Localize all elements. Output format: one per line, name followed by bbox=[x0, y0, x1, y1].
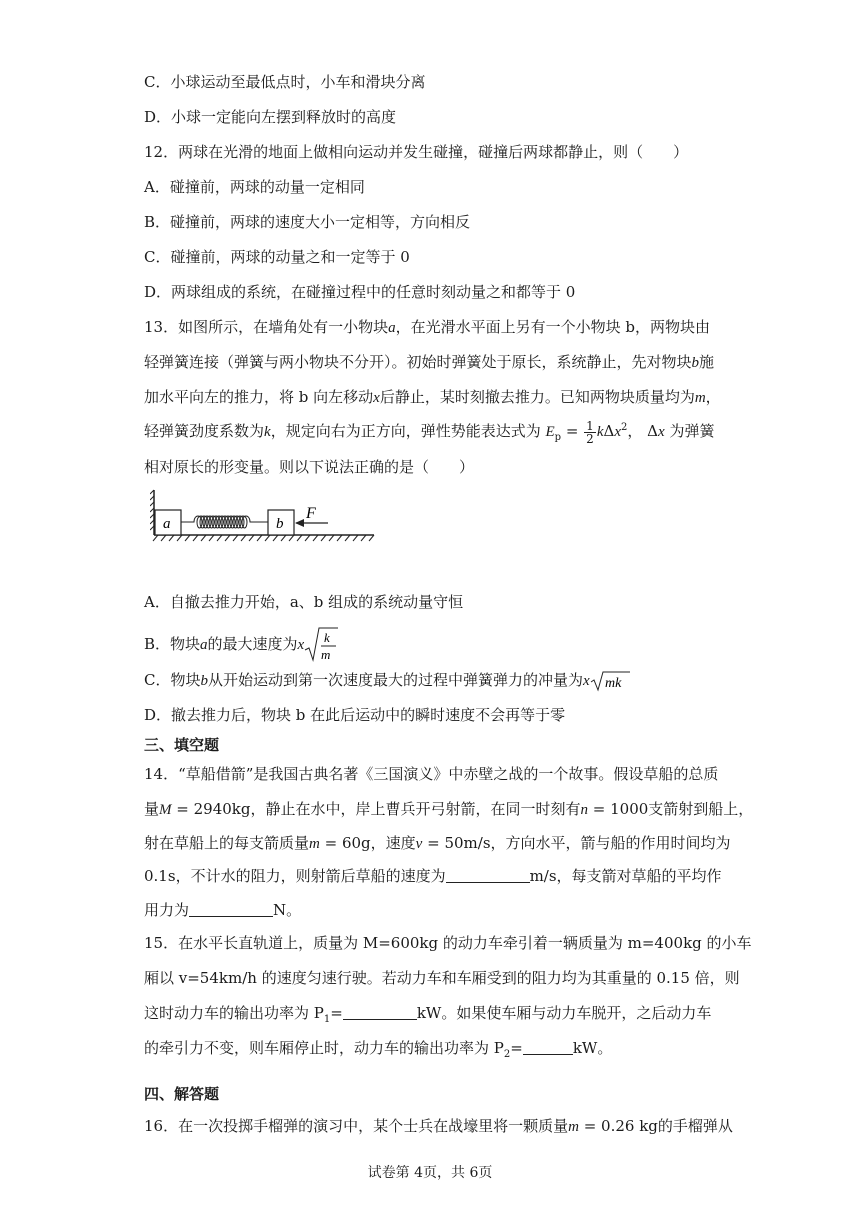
page-footer: 试卷第 4页，共 6页 bbox=[367, 1165, 493, 1181]
question-15-line-3: 这时动力车的输出功率为 $P_1=$ kW。如果使车厢与动力车脱开，之后动力车 bbox=[144, 1004, 712, 1025]
question-13-line-3: 加水平向左的推力，将 b 向左移动x后静止，某时刻撤去推力。已知两物块质量均为m， bbox=[144, 388, 721, 406]
svg-text:k: k bbox=[324, 630, 330, 645]
question-11-option-c: C．小球运动至最低点时，小车和滑块分离 bbox=[144, 73, 426, 91]
svg-text:mk: mk bbox=[604, 676, 621, 691]
question-12-option-a: A．碰撞前，两球的动量一定相同 bbox=[144, 178, 365, 196]
question-13-option-d: D．撤去推力后，物块 b 在此后运动中的瞬时速度不会再等于零 bbox=[144, 706, 566, 724]
question-15-line-1: 15．在水平长直轨道上，质量为 M=600kg 的动力车牵引着一辆质量为 m=400kg 的小车 bbox=[144, 934, 752, 952]
grenade-mass: m = 0.26 kg bbox=[568, 1117, 658, 1135]
max-speed-formula: x k m bbox=[298, 635, 339, 653]
question-16-line-1: 16．在一次投掷手榴弹的演习中，某个士兵在战壕里将一颗质量m = 0.26 kg的手榴弹从 bbox=[144, 1117, 733, 1135]
wall bbox=[150, 490, 154, 535]
force-arrowhead bbox=[295, 519, 304, 527]
spring-block-diagram bbox=[150, 488, 380, 548]
ground bbox=[153, 535, 374, 541]
question-11-option-d: D．小球一定能向左摆到释放时的高度 bbox=[144, 108, 397, 126]
question-14-line-4: 0.1s，不计水的阻力，则射箭后草船的速度为 m/s，每支箭对草船的平均作 bbox=[144, 867, 722, 885]
block-b-label: b bbox=[276, 516, 284, 532]
block-a-label: a bbox=[163, 516, 171, 532]
spring bbox=[181, 516, 268, 528]
question-13-option-c: C．物块b从开始运动到第一次速度最大的过程中弹簧弹力的冲量为x mk bbox=[144, 670, 630, 692]
svg-text:m: m bbox=[321, 647, 331, 662]
question-12-option-d: D．两球组成的系统，在碰撞过程中的任意时刻动量之和都等于 0 bbox=[144, 283, 576, 301]
answer-blank-power-2[interactable] bbox=[523, 1040, 573, 1055]
force-label: F bbox=[306, 505, 316, 522]
question-14-line-1: 14．“草船借箭”是我国古典名著《三国演义》中赤壁之战的一个故事。假设草船的总质 bbox=[144, 765, 719, 783]
question-13-line-4: 轻弹簧劲度系数为k，规定向右为正方向，弹性势能表达式为 $E_p$ = $\frac{1}{2}$ kΔx$^2$， Δx 为弹簧 bbox=[144, 418, 715, 446]
question-14-line-3: 射在草船上的每支箭质量m = 60g，速度v = 50m/s，方向水平，箭与船的作用时间均为 bbox=[144, 834, 731, 852]
question-14-line-2: 量M = 2940kg，静止在水中，岸上曹兵开弓射箭，在同一时刻有n = 1000支箭射到船上， bbox=[144, 800, 754, 818]
mass-M: M = 2940kg bbox=[159, 800, 251, 818]
question-12-stem: 12．两球在光滑的地面上做相向运动并发生碰撞，碰撞后两球都静止，则（ ） bbox=[144, 143, 689, 161]
arrow-mass-m: m = 60g bbox=[309, 834, 371, 852]
question-14-line-5: 用力为 N。 bbox=[144, 901, 302, 919]
answer-blank-boat-speed[interactable] bbox=[446, 868, 530, 883]
section-3-heading: 三、填空题 bbox=[144, 736, 220, 754]
question-15-line-2: 厢以 v=54km/h 的速度匀速行驶。若动力车和车厢受到的阻力均为其重量的 0.15 倍，则 bbox=[144, 969, 740, 987]
question-13-line-2: 轻弹簧连接（弹簧与两小物块不分开）。初始时弹簧处于原长，系统静止，先对物块b施 bbox=[144, 353, 715, 371]
arrow-count-n: n = 1000 bbox=[580, 800, 649, 818]
elastic-energy-formula: $E_p$ = $\frac{1}{2}$ kΔx$^2$ bbox=[545, 418, 628, 446]
question-13-option-b: B．物块a的最大速度为x k m bbox=[144, 626, 338, 664]
question-15-line-4: 的牵引力不变，则车厢停止时，动力车的输出功率为 $P_2=$ kW。 bbox=[144, 1039, 613, 1060]
answer-blank-average-force[interactable] bbox=[189, 902, 273, 917]
question-13-line-1: 13．如图所示，在墙角处有一小物块a，在光滑水平面上另有一个小物块 b，两物块由 bbox=[144, 318, 710, 336]
arrow-speed-v: v = 50m/s bbox=[415, 834, 491, 852]
question-13-line-5: 相对原长的形变量。则以下说法正确的是（ ） bbox=[144, 458, 475, 476]
section-4-heading: 四、解答题 bbox=[144, 1085, 220, 1103]
impulse-formula: x mk bbox=[583, 671, 630, 689]
question-13-option-a: A．自撤去推力开始，a、b 组成的系统动量守恒 bbox=[144, 593, 464, 611]
question-12-option-b: B．碰撞前，两球的速度大小一定相等，方向相反 bbox=[144, 213, 471, 231]
question-12-option-c: C．碰撞前，两球的动量之和一定等于 0 bbox=[144, 248, 410, 266]
answer-blank-power-1[interactable] bbox=[343, 1005, 417, 1020]
